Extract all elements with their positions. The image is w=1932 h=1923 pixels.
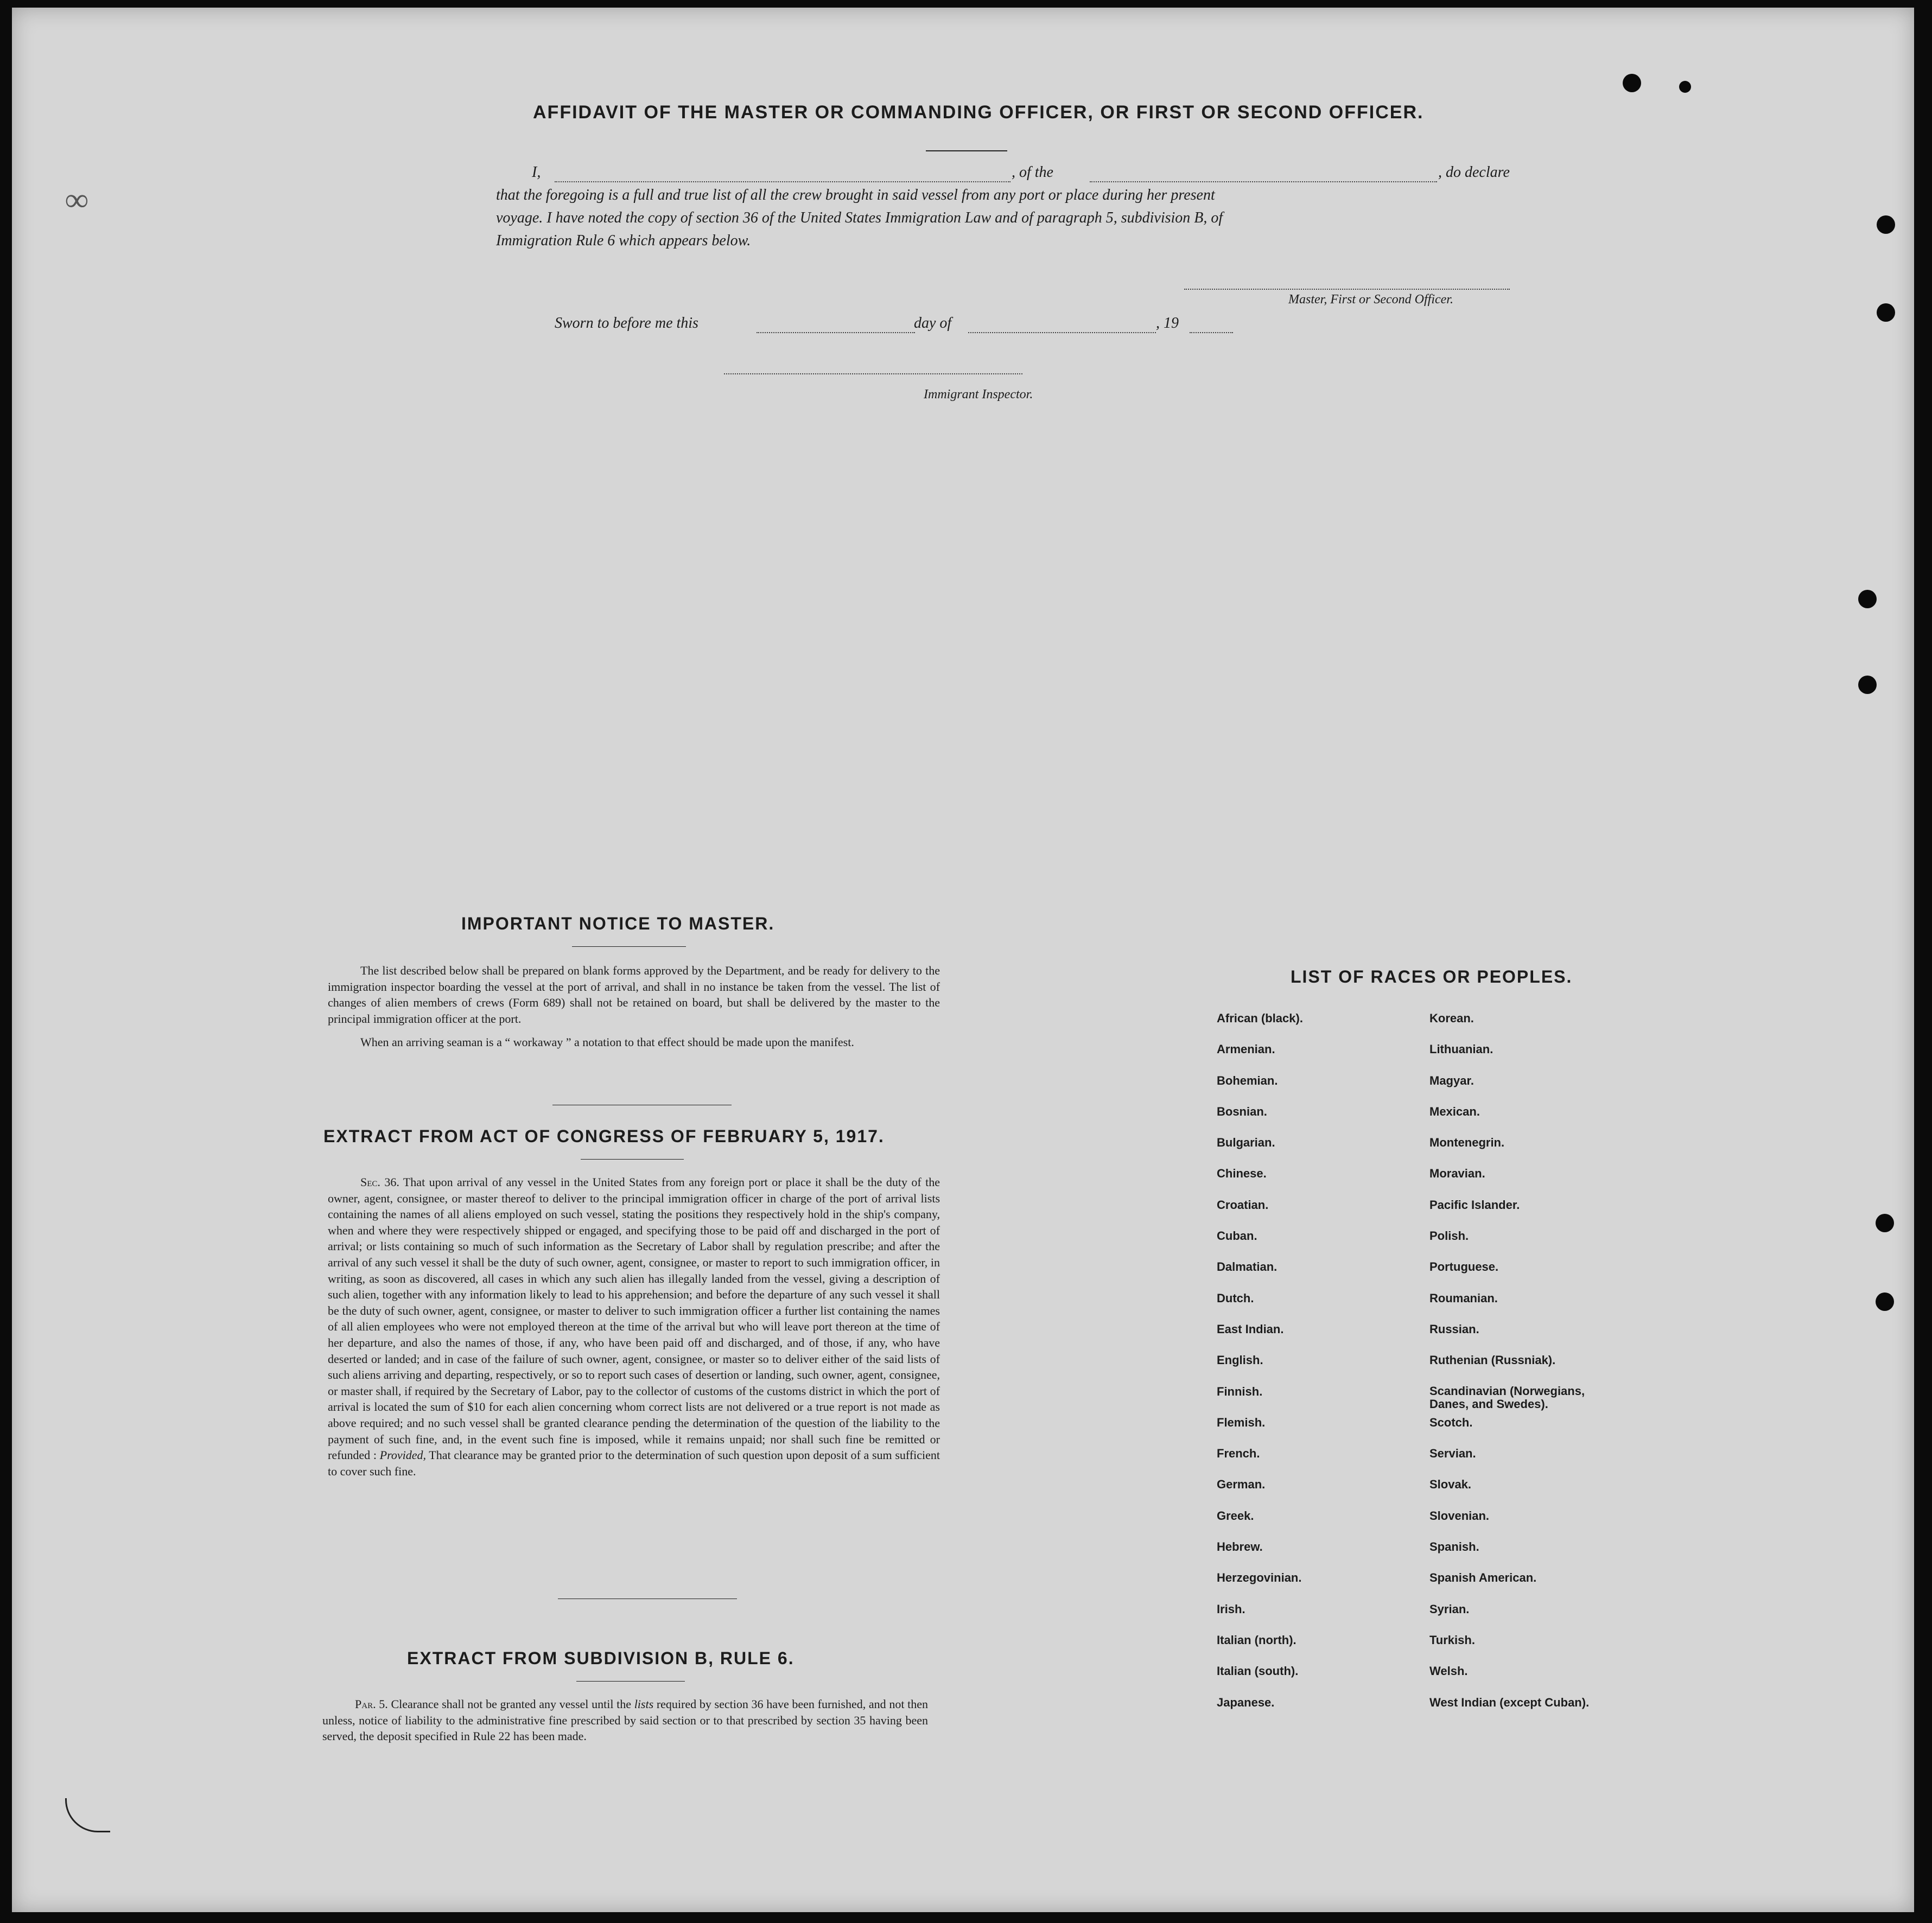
punch-hole bbox=[1679, 81, 1691, 93]
punch-hole bbox=[1876, 1214, 1894, 1232]
race-item: French. bbox=[1217, 1447, 1260, 1461]
punch-hole bbox=[1877, 303, 1895, 322]
notice-rule bbox=[572, 946, 686, 947]
races-title: LIST OF RACES OR PEOPLES. bbox=[1291, 967, 1573, 986]
affidavit-declare-label: , do declare bbox=[1438, 164, 1510, 181]
race-item: African (black). bbox=[1217, 1011, 1303, 1025]
race-item: Turkish. bbox=[1429, 1633, 1475, 1647]
race-item: Lithuanian. bbox=[1429, 1042, 1494, 1056]
lists-word: lists bbox=[634, 1697, 654, 1711]
name-blank-line[interactable] bbox=[555, 181, 1011, 182]
sworn-year-line[interactable] bbox=[1190, 332, 1233, 333]
race-item: Bohemian. bbox=[1217, 1073, 1278, 1087]
race-item: Flemish. bbox=[1217, 1415, 1266, 1429]
race-item: Scandinavian (Norwegians, Danes, and Swedes). bbox=[1429, 1384, 1585, 1411]
race-item: English. bbox=[1217, 1353, 1263, 1367]
race-item: Polish. bbox=[1429, 1229, 1469, 1243]
race-item: Russian. bbox=[1429, 1322, 1479, 1336]
act-extract-text bbox=[328, 1174, 940, 1487]
section-text: That upon arrival of any vessel in the United States from any foreign port or place it shall be the duty of the owner, agent, consignee, or master thereof to deliver to the principal immigration officer in charge of the port of arrival lists containing the names of all aliens employed on such vessel, stating the positions they respectively hold in the ship's company, when and where they were respectively shipped or engaged, and specifying those to be paid off and discharged in the port of arrival; or lists containing so much of such information as the Secretary of Labor shall by regulation prescribe; and after the arrival of any such vessel it shall be the duty of such owner, agent, consignee, or master to report to such immigration officer, in writing, as soon as discovered, all cases in which any such alien has illegally landed from the vessel, giving a description of such alien, together with any information likely to lead to his apprehension; and before the departure of any such vessel it shall be the duty of such owner, agent, consignee, or master to deliver to such immigration officer a further list containing the names of all alien employees who were not employed thereon at the time of the arrival but who will leave port thereon at the time of her departure, and also the names of those, if any, who have been paid off and discharged, and of those, if any, who have deserted or landed; and in case of the failure of such owner, agent, consignee, or master so to deliver either of the said lists of such aliens arriving and departing, respectively, or so to report such cases of desertion or landing, such owner, agent, consignee, or master shall, if required by the Secretary of Labor, pay to the collector of customs of the customs district in which the port of arrival is located the sum of $10 for each alien concerning whom correct lists are not delivered or a true report is not made as above required; and no such vessel shall be granted clearance pending the determination of the question of the liability to the payment of such fine, and, in the event such fine is imposed, while it remains unpaid; nor shall such fine be remitted or refunded : bbox=[328, 1175, 940, 1462]
section-label: Sec. 36. bbox=[360, 1175, 399, 1189]
race-item: Moravian. bbox=[1429, 1167, 1485, 1181]
act-extract-title: EXTRACT FROM ACT OF CONGRESS OF FEBRUARY 5, 1917. bbox=[323, 1126, 885, 1146]
affidavit-title: AFFIDAVIT OF THE MASTER OR COMMANDING OFFICER, OR FIRST OR SECOND OFFICER. bbox=[533, 102, 1424, 123]
proviso-text: That clearance may be granted prior to the determination of such question upon deposit of a sum sufficient to cover such fine. bbox=[328, 1448, 940, 1478]
affidavit-body-line: voyage. I have noted the copy of section 36 of the United States Immigration Law and of paragraph 5, subdivision B, of bbox=[496, 209, 1223, 226]
title-rule bbox=[926, 150, 1007, 151]
affidavit-i-label: I, bbox=[532, 164, 541, 181]
race-item: Slovak. bbox=[1429, 1478, 1472, 1492]
punch-hole bbox=[1858, 590, 1877, 608]
race-item: Cuban. bbox=[1217, 1229, 1257, 1243]
race-item: Herzegovinian. bbox=[1217, 1571, 1302, 1585]
race-item: Mexican. bbox=[1429, 1104, 1480, 1118]
rule-extract-title: EXTRACT FROM SUBDIVISION B, RULE 6. bbox=[407, 1648, 795, 1668]
race-item: Irish. bbox=[1217, 1602, 1245, 1616]
race-item: Hebrew. bbox=[1217, 1540, 1263, 1554]
race-item: Korean. bbox=[1429, 1011, 1474, 1025]
race-item: Magyar. bbox=[1429, 1073, 1474, 1087]
sworn-month-line[interactable] bbox=[968, 332, 1156, 333]
rule-text: Clearance shall not be granted any vessel until the bbox=[391, 1697, 631, 1711]
signature-blank-line[interactable] bbox=[1184, 289, 1510, 290]
races-right-column bbox=[1429, 1011, 1625, 1727]
margin-mark: ∞ bbox=[65, 182, 88, 218]
affidavit-body-line: that the foregoing is a full and true list of all the crew brought in said vessel from any port or place during her present bbox=[496, 187, 1215, 203]
margin-mark bbox=[65, 1798, 110, 1832]
race-item: Croatian. bbox=[1217, 1198, 1269, 1212]
sworn-label: Sworn to before me this bbox=[555, 315, 698, 332]
sworn-day-line[interactable] bbox=[757, 332, 915, 333]
race-item: Spanish American. bbox=[1429, 1571, 1537, 1585]
affidavit-body-line: Immigration Rule 6 which appears below. bbox=[496, 232, 751, 249]
race-item: Chinese. bbox=[1217, 1167, 1267, 1181]
rule-extract-text bbox=[322, 1696, 928, 1752]
vessel-blank-line[interactable] bbox=[1090, 181, 1437, 182]
race-item: Syrian. bbox=[1429, 1602, 1470, 1616]
inspector-signature-line[interactable] bbox=[724, 373, 1022, 374]
notice-paragraph: When an arriving seaman is a “ workaway ” a notation to that effect should be made upon the manifest. bbox=[360, 1035, 854, 1049]
rule-text: required by section 36 have been furnished, and not then unless, notice of liability to the administrative fine prescribed by said section or to that prescribed by section 35 having been served, the deposit specified in Rule 22 has been made. bbox=[322, 1697, 929, 1743]
act-rule bbox=[581, 1159, 684, 1160]
race-item: Japanese. bbox=[1217, 1695, 1275, 1709]
affidavit-of-the-label: , of the bbox=[1012, 164, 1053, 181]
race-item: Montenegrin. bbox=[1429, 1136, 1505, 1150]
race-item: Bosnian. bbox=[1217, 1104, 1267, 1118]
race-item: Dutch. bbox=[1217, 1291, 1254, 1305]
race-item: West Indian (except Cuban). bbox=[1429, 1695, 1590, 1709]
notice-title: IMPORTANT NOTICE TO MASTER. bbox=[461, 914, 775, 933]
race-item: Greek. bbox=[1217, 1508, 1254, 1523]
punch-hole bbox=[1623, 74, 1641, 92]
race-item: Scotch. bbox=[1429, 1415, 1473, 1429]
race-item: Welsh. bbox=[1429, 1664, 1468, 1678]
race-item: Servian. bbox=[1429, 1447, 1476, 1461]
race-item: Portuguese. bbox=[1429, 1260, 1499, 1274]
sworn-day-of-label: day of bbox=[914, 315, 952, 332]
race-item: Roumanian. bbox=[1429, 1291, 1498, 1305]
notice-text bbox=[328, 963, 940, 1058]
notice-paragraph: The list described below shall be prepared on blank forms approved by the Department, and be ready for delivery to the immigration inspector boarding the vessel at the port of arrival, and shall in no instance be taken from the vessel. The list of changes of alien members of crews (Form 689) shall not be retained on board, but shall be delivered by the master to the principal immigration officer at the port. bbox=[328, 964, 940, 1026]
race-item: Italian (south). bbox=[1217, 1664, 1299, 1678]
signature-caption: Master, First or Second Officer. bbox=[1288, 292, 1453, 307]
inspector-caption: Immigrant Inspector. bbox=[924, 387, 1033, 402]
punch-hole bbox=[1858, 676, 1877, 694]
manifest-page bbox=[12, 8, 1914, 1912]
race-item: Slovenian. bbox=[1429, 1508, 1490, 1523]
race-item: Spanish. bbox=[1429, 1540, 1479, 1554]
race-item: Finnish. bbox=[1217, 1384, 1263, 1398]
race-item: Bulgarian. bbox=[1217, 1136, 1275, 1150]
punch-hole bbox=[1877, 215, 1895, 234]
race-item: East Indian. bbox=[1217, 1322, 1284, 1336]
race-item: Ruthenian (Russniak). bbox=[1429, 1353, 1556, 1367]
race-item: Italian (north). bbox=[1217, 1633, 1297, 1647]
rule-rule bbox=[576, 1681, 685, 1682]
paragraph-label: Par. 5. bbox=[355, 1697, 388, 1711]
proviso-word: Provided, bbox=[379, 1448, 426, 1462]
sworn-year-label: , 19 bbox=[1156, 315, 1179, 332]
punch-hole bbox=[1876, 1292, 1894, 1311]
race-item: Dalmatian. bbox=[1217, 1260, 1278, 1274]
race-item: German. bbox=[1217, 1478, 1266, 1492]
races-left-column bbox=[1217, 1011, 1412, 1727]
race-item: Pacific Islander. bbox=[1429, 1198, 1520, 1212]
race-item: Armenian. bbox=[1217, 1042, 1275, 1056]
